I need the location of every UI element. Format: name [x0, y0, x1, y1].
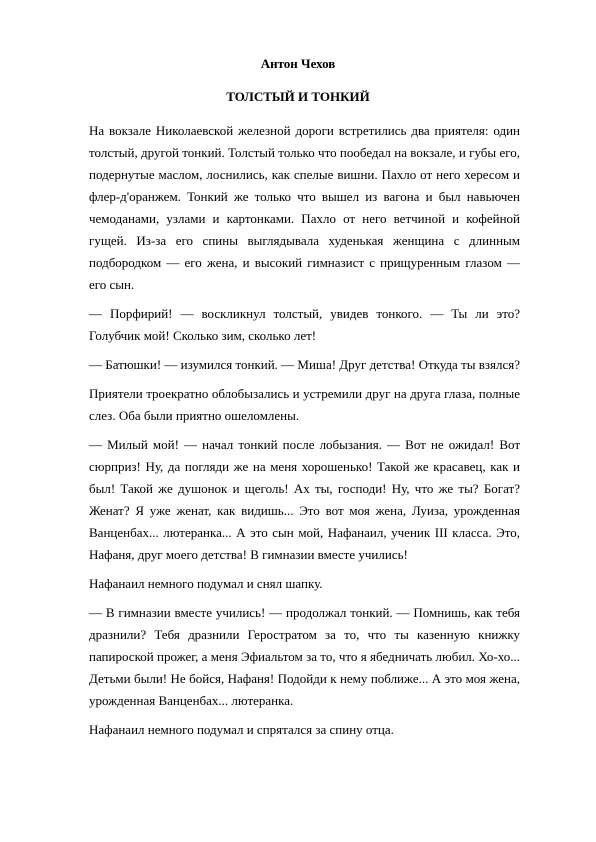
paragraph: На вокзале Николаевской железной дороги встретились два приятеля: один толстый, другой тонкий. Толстый только что пообедал на вокзале, и губы его, подернутые маслом, лоснились, как спелые вишни. Пахло от него хересом и флер-д'оранжем. Тонкий же только что вышел из вагона и был навьючен чемоданами, узлами и картонками. Пахло от него ветчиной и кофейной гущей. Из-за его спины выглядывала худенькая женщина с длинным подбородком — его жена, и высокий гимназист с прищуренным глазом — его сын.: [89, 123, 520, 292]
paragraph: Нафанаил немного подумал и снял шапку.: [89, 576, 323, 591]
paragraph: Нафанаил немного подумал и спрятался за спину отца.: [89, 722, 394, 737]
author-name: Антон Чехов: [260, 56, 336, 71]
paragraph: Приятели троекратно облобызались и устремили друг на друга глаза, полные слез. Оба были приятно ошеломлены.: [89, 386, 520, 423]
paragraph: — Порфирий! — воскликнул толстый, увидев тонкого. — Ты ли это? Голубчик мой! Сколько зим, сколько лет!: [89, 306, 520, 343]
paragraph: — Батюшки! — изумился тонкий. — Миша! Друг детства! Откуда ты взялся?: [89, 357, 521, 372]
story-title: ТОЛСТЫЙ И ТОНКИЙ: [226, 89, 370, 104]
story-body: [89, 120, 520, 741]
paragraph: — В гимназии вместе учились! — продолжал тонкий. — Помнишь, как тебя дразнили? Тебя дразнили Геростратом за то, что ты казенную книжку папироской прожег, а меня Эфиальтом за то, что я ябедничать любил. Хо-хо... Детьми были! Не бойся, Нафаня! Подойди к нему поближе... А это моя жена, урожденная Ванценбах... лютеранка.: [89, 605, 520, 708]
paragraph: — Милый мой! — начал тонкий после лобызания. — Вот не ожидал! Вот сюрприз! Ну, да погляди же на меня хорошенько! Такой же красавец, как и был! Такой же душонок и щеголь! Ах ты, господи! Ну, что же ты? Богат? Женат? Я уже женат, как видишь... Это вот моя жена, Луиза, урожденная Ванценбах... лютеранка... А это сын мой, Нафанаил, ученик III класса. Это, Нафаня, друг моего детства! В гимназии вместе учились!: [89, 437, 520, 562]
